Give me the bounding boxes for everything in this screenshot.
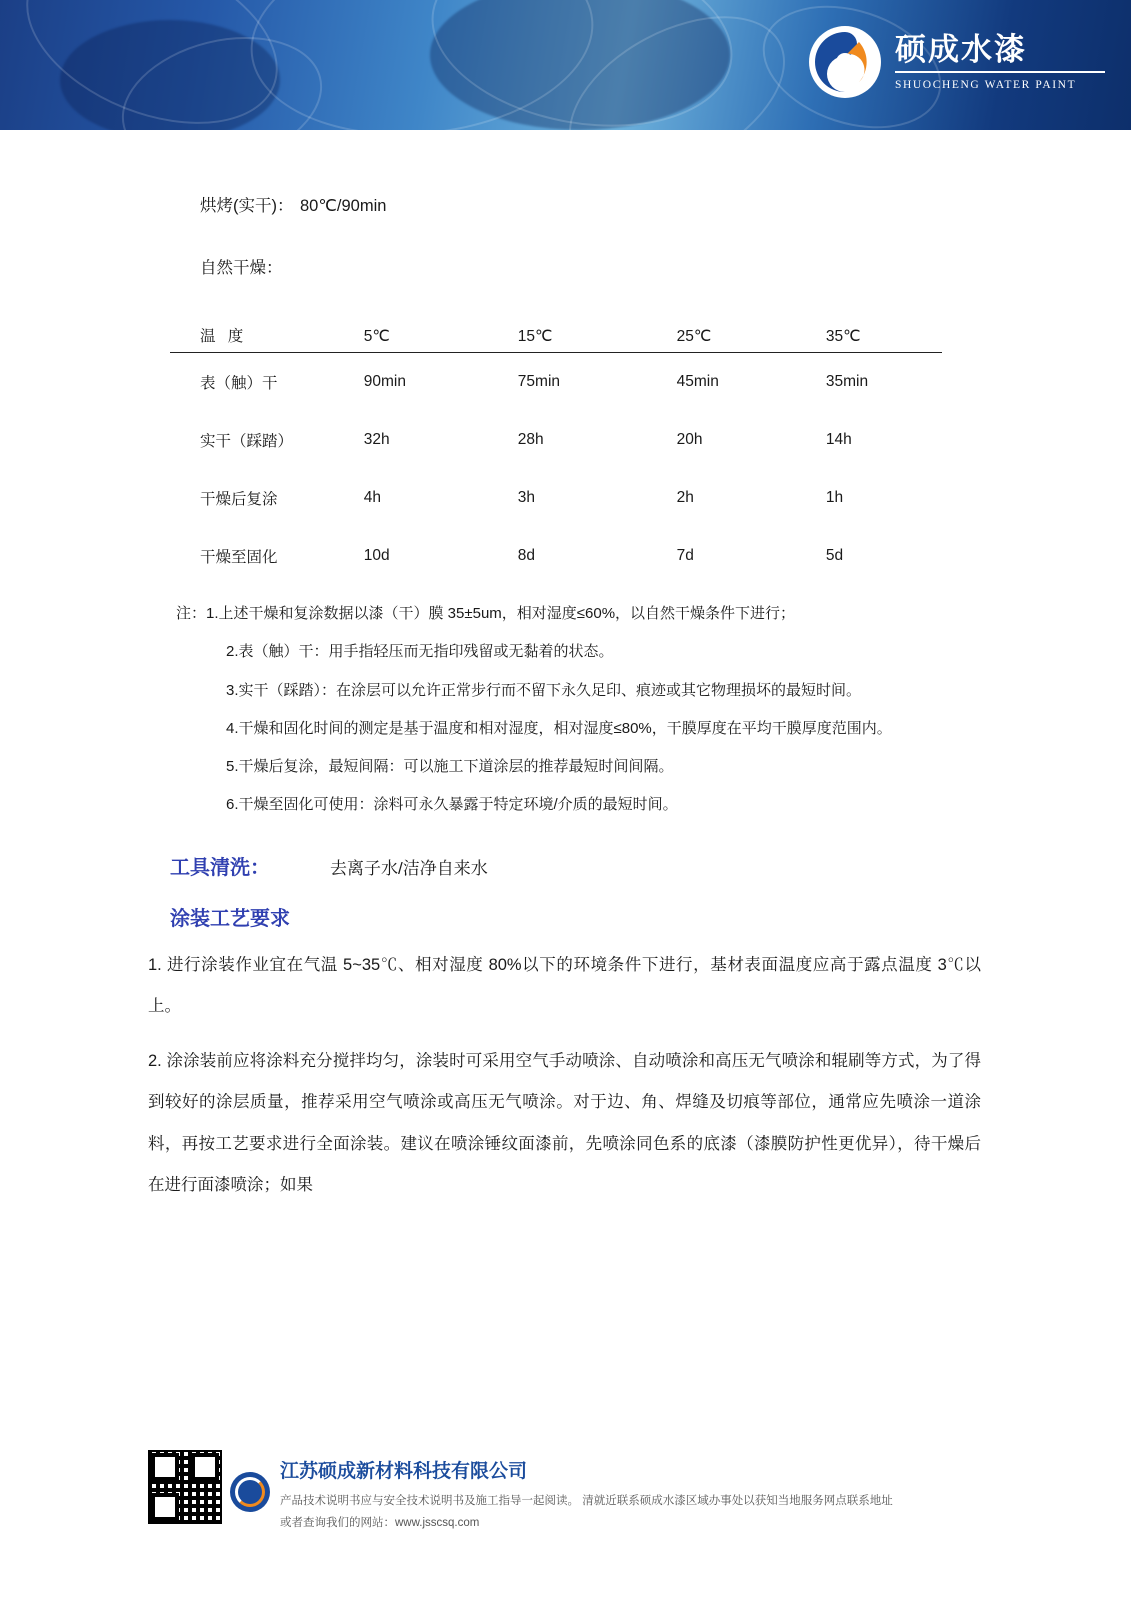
cell-value: 75min xyxy=(517,373,561,390)
document-body xyxy=(0,130,1131,1206)
natural-dry-label: 自然干燥： xyxy=(200,259,283,277)
brand-name-en: SHUOCHENG WATER PAINT xyxy=(895,79,1077,92)
row-label: 实干（踩踏） xyxy=(200,433,294,450)
note-item: 注：1.上述干燥和复涂数据以漆（干）膜 35±5um，相对湿度≤60%，以自然干燥条件下进行； xyxy=(176,605,796,622)
cell-value: 90min xyxy=(363,373,406,390)
cell-value: 4h xyxy=(363,489,381,506)
table-header-35c: 35℃ xyxy=(825,328,861,345)
tool-clean-value: 去离子水/洁净自来水 xyxy=(330,858,488,878)
bake-dry-value: 80℃/90min xyxy=(300,197,387,215)
table-header-25c: 25℃ xyxy=(676,328,712,345)
cell-value: 3h xyxy=(517,489,536,506)
natural-dry-row xyxy=(0,254,1131,278)
brand-divider xyxy=(895,71,1105,73)
cell-value: 35min xyxy=(825,373,869,390)
note-item: 5.干燥后复涂，最短间隔：可以施工下道涂层的推荐最短时间间隔。 xyxy=(226,758,674,775)
cell-value: 32h xyxy=(363,431,390,448)
tool-clean-row xyxy=(0,851,1131,880)
cell-value: 14h xyxy=(825,431,852,448)
drying-time-table xyxy=(170,312,942,585)
footer-note-line-1: 产品技术说明书应与安全技术说明书及施工指导一起阅读。 清就近联系硕成水漆区域办事处以获知当地服务网点联系地址 xyxy=(280,1495,893,1507)
page-header xyxy=(0,0,1131,130)
row-label: 干燥后复涂 xyxy=(200,491,278,508)
table-header-15c: 15℃ xyxy=(517,328,553,345)
process-section-title: 涂装工艺要求 xyxy=(170,907,290,930)
process-paragraph: 1. 进行涂装作业宜在气温 5~35℃、相对湿度 80%以下的环境条件下进行，基材表面温度应高于露点温度 3℃以上。 xyxy=(148,955,981,1015)
process-paragraph: 2. 涂涂装前应将涂料充分搅拌均匀，涂装时可采用空气手动喷涂、自动喷涂和高压无气喷涂和辊刷等方式，为了得到较好的涂层质量，推荐采用空气喷涂或高压无气喷涂。对于边、角、焊缝及切痕等部位，通常应先喷涂一道涂料，再按工艺要求进行全面涂装。建议在喷涂锤纹面漆前，先喷涂同色系的底漆（漆膜防护性更优异），待干燥后在进行面漆喷涂；如果 xyxy=(148,1052,981,1194)
table-row xyxy=(170,469,942,527)
row-label: 干燥至固化 xyxy=(200,549,278,566)
note-item: 6.干燥至固化可使用：涂料可永久暴露于特定环境/介质的最短时间。 xyxy=(226,796,678,814)
brand-logo xyxy=(807,24,1105,100)
table-row xyxy=(170,527,942,585)
cell-value: 5d xyxy=(825,547,844,564)
cell-value: 8d xyxy=(517,547,536,564)
note-item: 2.表（触）干：用手指轻压而无指印残留或无黏着的状态。 xyxy=(226,643,614,661)
footer-logo-icon xyxy=(230,1472,270,1512)
table-head xyxy=(170,312,942,353)
table-row xyxy=(170,353,942,412)
row-label: 表（触）干 xyxy=(200,375,278,392)
tool-clean-title: 工具清洗： xyxy=(170,856,270,879)
table-header-row xyxy=(170,312,942,353)
bake-dry-label: 烘烤(实干)： xyxy=(200,197,294,215)
cell-value: 45min xyxy=(676,373,719,390)
cell-value: 10d xyxy=(363,547,390,564)
logo-swirl-icon xyxy=(807,24,883,100)
cell-value: 7d xyxy=(676,547,694,564)
note-item: 3.实干（踩踏）：在涂层可以允许正常步行而不留下永久足印、痕迹或其它物理损坏的最短时间。 xyxy=(226,681,862,699)
notes-list xyxy=(0,595,1131,825)
bake-dry-row xyxy=(0,192,1131,216)
footer-company-name: 江苏硕成新材料科技有限公司 xyxy=(280,1461,528,1482)
cell-value: 20h xyxy=(676,431,703,448)
footer-note-line-2: 或者查询我们的网站：www.jsscsq.com xyxy=(280,1516,480,1529)
note-item: 4.干燥和固化时间的测定是基于温度和相对湿度，相对湿度≤80%，干膜厚度在平均干膜厚度范围内。 xyxy=(226,719,892,737)
table-body xyxy=(170,353,942,586)
table-header-temperature: 温 度 xyxy=(200,328,248,345)
page-footer xyxy=(0,1440,1131,1600)
cell-value: 2h xyxy=(676,489,694,506)
cell-value: 28h xyxy=(517,431,544,448)
table-row xyxy=(170,411,942,469)
qr-code-icon xyxy=(148,1450,222,1524)
brand-name-cn: 硕成水漆 xyxy=(895,31,1027,67)
cell-value: 1h xyxy=(825,489,844,506)
table-header-5c: 5℃ xyxy=(363,328,390,345)
